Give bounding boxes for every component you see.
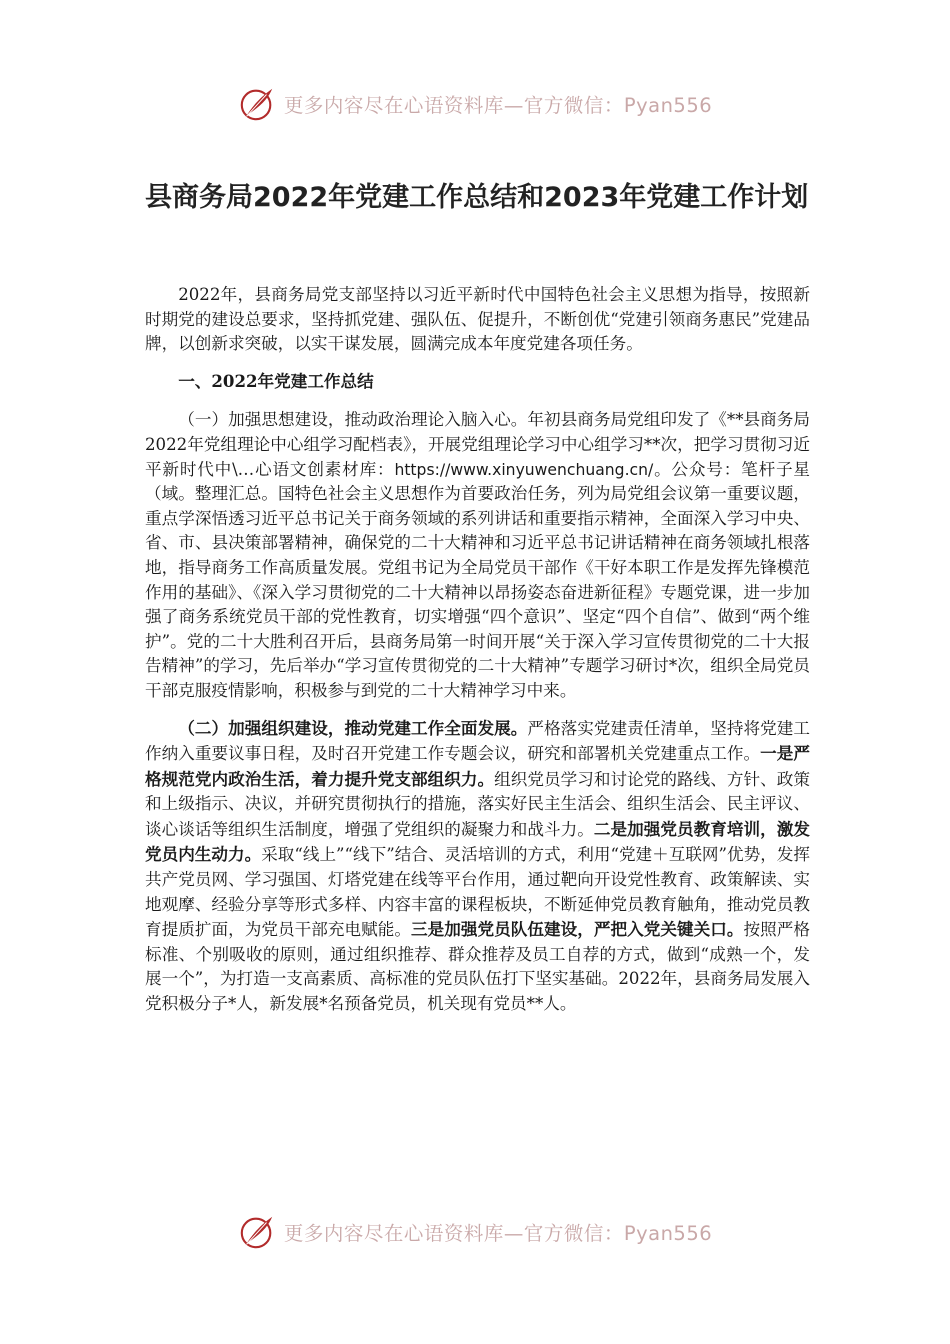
footer-banner-text: 更多内容尽在心语资料库—官方微信：Pyan556 (283, 1222, 713, 1245)
paragraph-organization-lead: （二）加强组织建设，推动党建工作全面发展。 (178, 717, 528, 738)
footer-banner (0, 1210, 950, 1254)
paragraph-ideology (145, 408, 810, 703)
paragraph-ideology-lead: （一）加强思想建设，推动政治理论入脑入心。 (178, 410, 528, 430)
document-body (145, 283, 810, 1029)
point-three-bold: 三是加强党员队伍建设，严把入党关键关口。 (411, 919, 744, 940)
document-title: 县商务局2022年党建工作总结和2023年党建工作计划 (145, 182, 809, 213)
section-heading-text: 一、2022年党建工作总结 (178, 370, 374, 391)
point-two-bold: 二是加强党员教育培训，激发党员内生动力。 (145, 818, 811, 865)
paragraph-organization-text-d: 按照严格标准、个别吸收的原则，通过组织推荐、群众推荐及员工自荐的方式，做到“成熟一个，发展一个”，为打造一支高素质、高标准的党员队伍打下坚实基础。2022年，县商务局发展入党积极分子*人，新发展*名预备党员，机关现有党员**人。 (145, 920, 811, 1014)
paragraph-ideology-text-b: 。公众号：笔杆子星（域。整理汇总。国特色社会主义思想作为首要政治任务，列为局党组会议第一重要议题，重点学深悟透习近平总书记关于商务领域的系列讲话和重要指示精神，全面深入学习中央、省、市、县决策部署精神，确保党的二十大精神和习近平总书记讲话精神在商务领域扎根落地，指导商务工作高质量发展。党组书记为全局党员干部作《干好本职工作是发挥先锋模范作用的基础》、《深入学习贯彻党的二十大精神以昂扬姿态奋进新征程》专题党课，进一步加强了商务系统党员干部的党性教育，切实增强“四个意识”、坚定“四个自信”、做到“两个维护”。党的二十大胜利召开后，县商务局第一时间开展“关于深入学习宣传贯彻党的二十大报告精神”的学习，先后举办“学习宣传贯彻党的二十大精神”专题学习研讨*次，组织全局党员干部克服疫情影响，积极参与到党的二十大精神学习中来。 (145, 459, 811, 700)
paragraph-organization-text-c: 采取“线上”“线下”结合、灵活培训的方式，利用“党建＋互联网”优势，发挥共产党员网、学习强国、灯塔党建在线等平台作用，通过靶向开设党性教育、政策解读、实地观摩、经验分享等形式多样、内容丰富的课程板块，不断延伸党员教育触角，推动党员教育提质扩面，为党员干部充电赋能。 (145, 845, 811, 940)
section-heading (145, 369, 810, 395)
point-one-bold: 一是严格规范党内政治生活，着力提升党支部组织力。 (145, 743, 811, 789)
paragraph-organization-text-a: 严格落实党建责任清单，坚持将党建工作纳入重要议事日程，及时召开党建工作专题会议，研究和部署机关党建重点工作。 (145, 718, 811, 764)
feather-pen-logo-icon (238, 1213, 276, 1251)
paragraph-organization (145, 716, 810, 1017)
header-banner (0, 82, 950, 126)
paragraph-organization-text-b: 组织党员学习和讨论党的路线、方针、政策和上级指示、决议，并研究贯彻执行的措施，落实好民主生活会、组织生活会、民主评议、谈心谈话等组织生活制度，增强了党组织的凝聚力和战斗力。 (145, 769, 810, 839)
header-banner-text: 更多内容尽在心语资料库—官方微信：Pyan556 (283, 94, 713, 117)
website-url: https://www.xinyuwenchuang.cn/ (394, 460, 654, 479)
feather-pen-logo-icon (238, 85, 276, 123)
paragraph-ideology-text-a: 年初县商务局党组印发了《**县商务局2022年党组理论中心组学习配档表》，开展党组理论学习中心组学习**次，把学习贯彻习近平新时代中\…心语文创素材库： (145, 410, 811, 479)
intro-paragraph: 2022年，县商务局党支部坚持以习近平新时代中国特色社会主义思想为指导，按照新时期党的建设总要求，坚持抓党建、强队伍、促提升，不断创优“党建引领商务惠民”党建品牌，以创新求突破，以实干谋发展，圆满完成本年度党建各项任务。 (145, 285, 810, 354)
